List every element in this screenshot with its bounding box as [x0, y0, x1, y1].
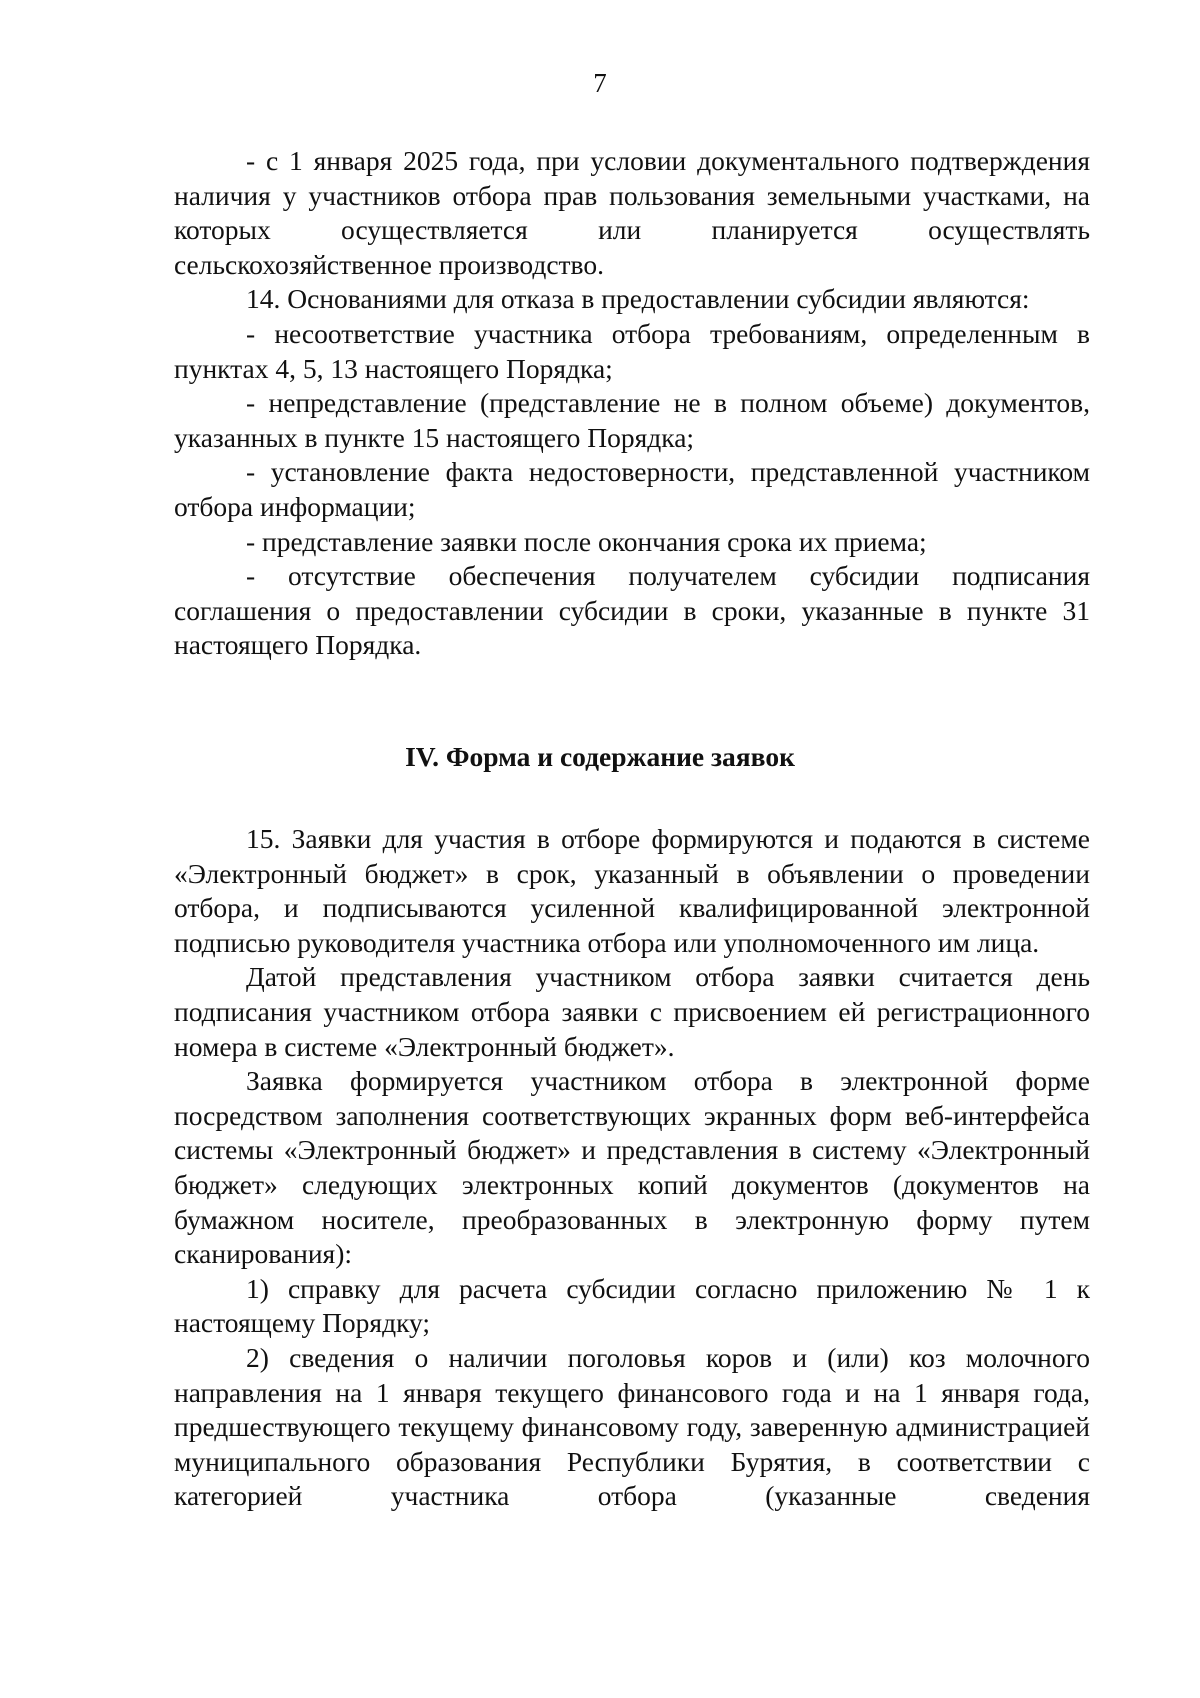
list-item-false-information: - установление факта недостоверности, представленной участником отбора информации;: [174, 456, 1090, 522]
body-text-top: [174, 144, 1090, 663]
body-text-bottom: [174, 822, 1090, 1514]
list-item-agreement-not-signed: - отсутствие обеспечения получателем субсидии подписания соглашения о предоставлении субсидии в сроки, указанные в пункте 31 настоящего Порядка.: [174, 560, 1090, 661]
page-number: 7: [593, 68, 607, 98]
section-heading: IV. Форма и содержание заявок: [405, 741, 795, 772]
list-item-late-submission: - представление заявки после окончания срока их приема;: [246, 525, 927, 557]
paragraph-submission-date: Датой представления участником отбора заявки считается день подписания участником отбора заявки с присвоением ей регистрационного номера в системе «Электронный бюджет».: [174, 961, 1090, 1062]
paragraph-refusal-grounds: 14. Основаниями для отказа в предоставлении субсидии являются:: [246, 283, 1030, 315]
list-item-calculation-certificate: 1) справку для расчета субсидии согласно приложению № 1 к настоящему Порядку;: [174, 1272, 1090, 1339]
paragraph-application-form: Заявка формируется участником отбора в электронной форме посредством заполнения соответствующих экранных форм веб-интерфейса системы «Электронный бюджет» и представления в систему «Электронный бюджет» следующих электронных копий документов (документов на бумажном носителе, преобразованных в электронную форму путем сканирования):: [174, 1065, 1090, 1270]
paragraph-application-submission: 15. Заявки для участия в отборе формируются и подаются в системе «Электронный бюджет» в срок, указанный в объявлении о проведении отбора, и подписываются усиленной квалифицированной электронной подписью руководителя участника отбора или уполномоченного им лица.: [174, 823, 1090, 958]
list-item-missing-documents: - непредставление (представление не в полном объеме) документов, указанных в пункте 15 настоящего Порядка;: [174, 387, 1090, 453]
list-item-livestock-information: 2) сведения о наличии поголовья коров и (или) коз молочного направления на 1 января текущего финансового года и на 1 января года, предшествующего текущему финансовому году, заверенную администрацией муниципального образования Республики Бурятия, в соответствии с категорией участника отбора (указанные сведения: [174, 1341, 1090, 1512]
paragraph-land-rights: - с 1 января 2025 года, при условии документального подтверждения наличия у участников отбора прав пользования земельными участками, на которых осуществляется или планируется осуществлять сельскохозяйственное производство.: [174, 145, 1090, 280]
list-item-nonconformity: - несоответствие участника отбора требованиям, определенным в пунктах 4, 5, 13 настоящего Порядка;: [174, 317, 1090, 384]
